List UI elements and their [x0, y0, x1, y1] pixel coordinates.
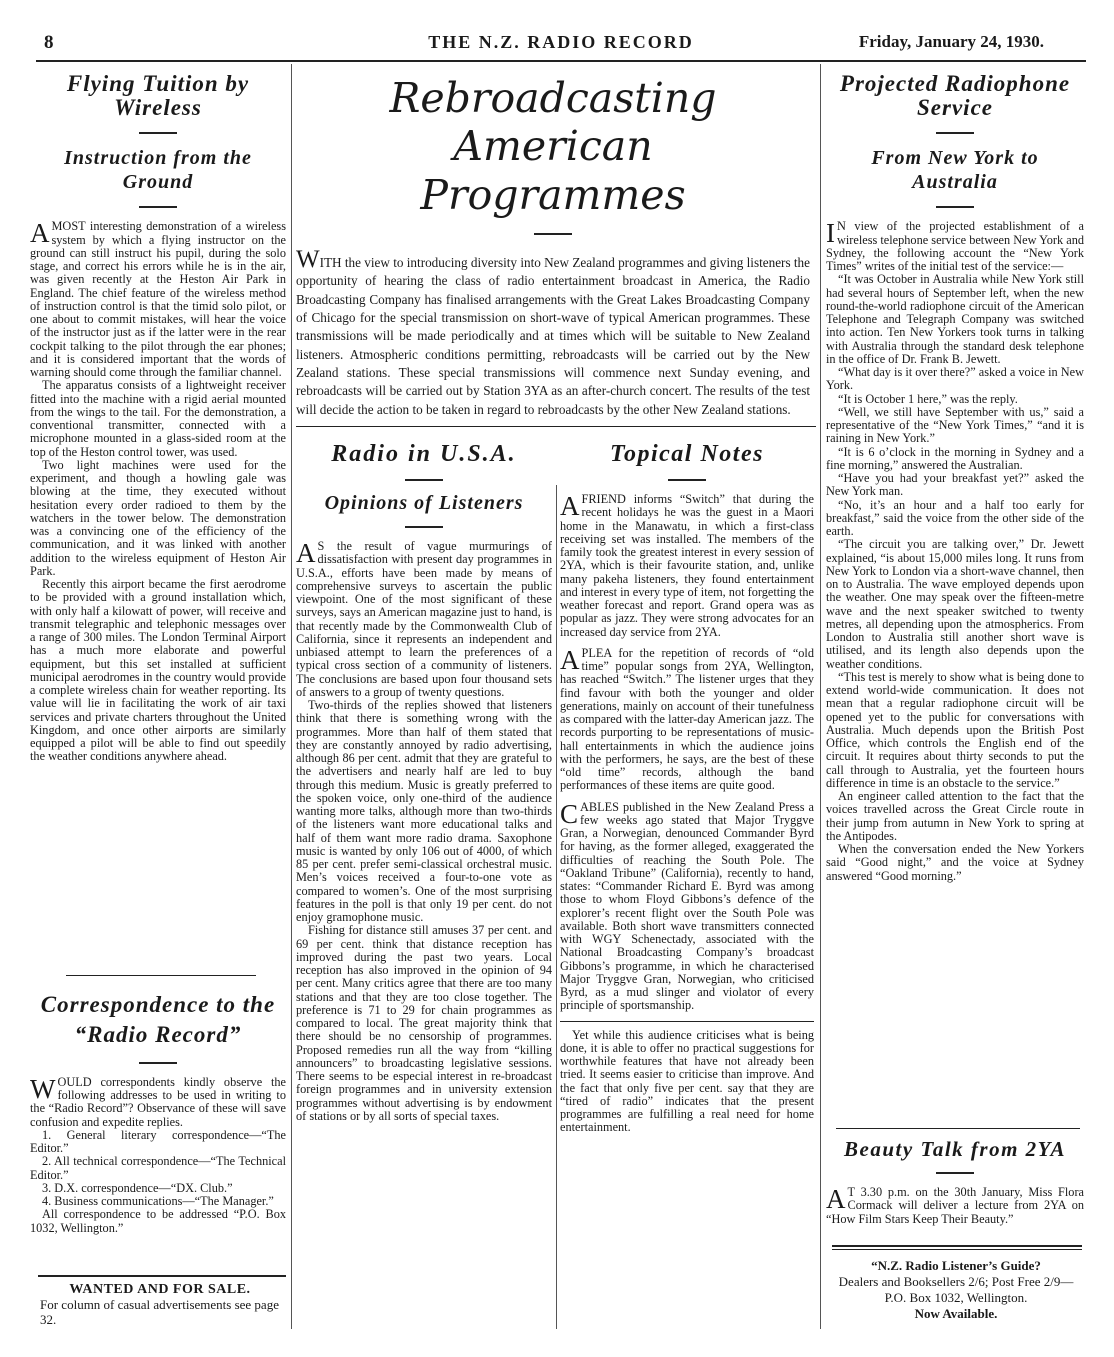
paragraph: Two light machines were used for the experiment, and though a howling gale was blowing at the time, they executed without hesitation every order radioed to them by the watchers in the tower below. The demonstration was a convincing one of the efficiency of the communication, and it was linked with another addition to the wireless equipment of Heston Air Park. [30, 457, 286, 578]
paragraph: WITH the view to introducing diversity into New Zealand programmes and giving listeners the opportunity of hearing the class of radio entertainment broadcast in America, the Radio Broadcasting Company has finalised arrangements with the Great Lakes Broadcasting Company of Chicago for the special transmission on short-wave of typical American programmes. These transmissions will be made periodically and at times which will be suitable to New Zealand listeners. Atmospheric conditions permitting, rebroadcasts will be carried out by the New Zealand stations. These special transmissions will commence next Sunday evening, and rebroadcasts will be carried out by Station 3YA as an after-church concert. The results of the test will decide the action to be taken in regard to rebroadcasts by the other New Zealand stations. [296, 246, 810, 417]
headline: Radio in U.S.A. [331, 441, 517, 467]
paragraph: “No, it’s an hour and a half too early for breakfast,” said the voice from the other side of the earth. [826, 497, 1084, 539]
column-divider [820, 64, 821, 1329]
paragraph: “This test is merely to show what is being done to extend world-wide communication. It does not mean that a regular radiophone circuit will be opened yet to the public for conversations with Australia. Much depends upon the British Post Office, which controls the English end of the circuit. It requires about thirty seconds to put the call through to Australia, yet the fourteen hours difference in time is an obstacle to the service.” [826, 669, 1084, 790]
separator [139, 132, 177, 134]
paragraph: 2. All technical correspondence—“The Technical Editor.” [30, 1154, 286, 1182]
article-topical-notes [560, 442, 814, 1135]
subheadline: Instruction from the Ground [64, 147, 252, 194]
headline: Topical Notes [610, 441, 764, 467]
paragraph: 3. D.X. correspondence—“DX. Club.” [42, 1180, 233, 1195]
article-body [296, 246, 810, 419]
wanted-notice [40, 1282, 280, 1327]
notice-title: “N.Z. Radio Listener’s Guide? [871, 1258, 1041, 1273]
separator [534, 233, 572, 235]
article-beauty-talk [826, 1138, 1084, 1226]
paragraph: WOULD correspondents kindly observe the following addresses to be used in writing to the “Radio Record”? Observance of these will save confusion and expedite replies. [30, 1073, 286, 1129]
paragraph: Yet while this audience criticises what is being done, it is able to offer no practical suggestions for worthwhile features that have not already been tried. It seems easier to criticise than improve. And the fact that only five per cent. say that they are “tired of radio” indicates that the present programmes are fulfilling a real need for home entertainment. [560, 1027, 814, 1135]
separator [139, 206, 177, 208]
notice-text: Dealers and Booksellers 2/6; Post Free 2/9—P.O. Box 1032, Wellington. [838, 1274, 1074, 1305]
paragraph: When the conversation ended the New Yorkers said “Good night,” and the voice at Sydney answered “Good morning.” [826, 842, 1084, 883]
headline: Beauty Talk from 2YA [844, 1137, 1066, 1161]
issue-date: Friday, January 24, 1930. [858, 32, 1044, 51]
subheadline: From New York to Australia [871, 147, 1039, 194]
column-rule [836, 1128, 1080, 1129]
paragraph: AT 3.30 p.m. on the 30th January, Miss Flora Cormack will deliver a lecture from 2YA on “How Film Stars Keep Their Beauty.” [826, 1184, 1084, 1226]
headline: Rebroadcasting American Programmes [389, 74, 717, 219]
paragraph: “It was October in Australia while New York still had several hours of September left, when the new round-the-world radiophone circuit of the American Telephone and Telegraph Company was switched into action. Ten New Yorkers took turns in talking with Australia through the standard desk telephone in the office of Dr. Frank B. Jewett. [826, 272, 1084, 366]
article-flying-tuition [30, 72, 286, 764]
listeners-guide-notice [828, 1258, 1084, 1322]
article-radio-usa [296, 442, 552, 1123]
paragraph: The apparatus consists of a lightweight receiver fitted into the machine with a rigid aerial mounted from the wings to the tail. For the demonstration, a conventional transmitter, connected with a microphone mounted in a glass-sided room at the top of the Heston control tower, was used. [30, 378, 286, 459]
headline: Correspondence to the “Radio Record” [40, 992, 276, 1047]
paragraph: 1. General literary correspondence—“The Editor.” [30, 1127, 286, 1156]
paragraph: All correspondence to be addressed “P.O. Box 1032, Wellington.” [30, 1207, 286, 1235]
paragraph: AS the result of vague murmurings of dissatisfaction with present day programmes in U.S.A., efforts have been made by means of comprehensive surveys to ascertain the public viewpoint. One of the most significant of these surveys, says an American magazine just to hand, is that recently made by the Commonwealth Club of California, since it represents an independent and unbiased attempt to learn the preferences of a typical cross section of a community of listeners. The conclusions are based upon four thousand sets of answers to a group of twenty questions. [296, 538, 552, 699]
paragraph: Fishing for distance still amuses 37 per cent. and 69 per cent. think that distance reception has improved during the past two years. Local reception has also improved in the opinion of 94 per cent. Many critics agree that there are too many stations and that they are too close together. The preference is 71 to 29 for chain programmes as compared to local. The great majority think that there should be no censorship of programmes. Proposed remedies run all the way from “killing announcers” to broadcasting legislative sessions. There seems to be especial interest in re-broadcast foreign programmes and in university extension programmes without advertising is by endowment of stations or by all sorts of special taxes. [296, 923, 552, 1123]
article-body [30, 1073, 286, 1235]
paragraph: Recently this airport became the first aerodrome to be provided with a ground installation which, with only half a kilowatt of power, will receive and transmit telegraphic and telephonic messages over a range of 300 miles. The London Terminal Airport has a much more elaborate and powerful equipment, but this set installed at sufficient municipal aerodromes in the country would provide a complete wireless chain for weather reporting. Its value will lie in facilitating the work of air taxi services and private charters throughout the United Kingdom, and once other airports are similarly equipped a pilot will be able to find out speedily the weather conditions anywhere ahead. [30, 577, 286, 764]
paragraph: AMOST interesting demonstration of a wireless system by which a flying instructor on the ground can still instruct his pupil, during the solo stage, and correct his errors while he is in the air, was given recently at the Heston Air Park in England. The chief feature of the wireless method of instruction control is that the timid solo pilot, or one about to commit mistakes, will hear the voice of the instructor just as if the latter were in the rear cockpit talking to the pilot through the ear phones; and it is considered important that the words of warning should come through the familiar channel. [30, 218, 286, 380]
availability-note: Now Available. [914, 1306, 998, 1321]
column-divider [556, 485, 557, 1329]
article-projected-radiophone [826, 72, 1084, 883]
paragraph: AFRIEND informs “Switch” that during the recent holidays he was the guest in a Maori home in the Manawatu, in which a first-class receiving set was installed. The members of the family took the greatest interest in every session of 2YA, which is their favourite station, and, unlike many pakeha listeners, they found entertainment and interest in every type of item, not forgetting the weather forecast and report. Grand opera was as popular as jazz. They were strong advocates for an increased day service from 2YA. [560, 491, 814, 639]
separator [936, 132, 974, 134]
article-body [560, 493, 814, 1013]
masthead-rule [36, 60, 1086, 62]
separator [139, 1062, 177, 1064]
paragraph: An engineer called attention to the fact that the voices travelled across the Great Circle route in their jump from autumn in New York to spring at the Antipodes. [826, 789, 1084, 843]
paragraph: APLEA for the repetition of records of “old time” popular songs from 2YA, Wellington, has reached “Switch.” The listener urges that they find favour with both the younger and older generations, mainly on account of their tunefulness as compared with the latter-day American jazz. The records purporting to be representations of music-hall entertainments in which the audience joins with the performers, he says, are the best of these “old time” records, although the band performances of these items are quite good. [560, 644, 814, 793]
paragraph: “Well, we still have September with us,” said a representative of the “New York Times,” “and it is raining in New York.” [826, 404, 1084, 446]
section-rule [296, 426, 816, 427]
headline: Flying Tuition by Wireless [66, 71, 250, 121]
article-body [296, 540, 552, 1123]
headline: Projected Radiophone Service [839, 71, 1071, 121]
paragraph: Two-thirds of the replies showed that listeners think that there is something wrong with the programmes. More than half of them stated that they are constantly annoyed by radio advertising, although 86 per cent. admit that they are grateful to the advertisers and nearly half are led to buy through this medium. Music is greatly preferred to the spoken voice, only one-third of the audience wanting more talks, although more than two-thirds of the listeners want more educational talks and half of them want more radio drama. Saxophone music is wanted by only 106 out of 4000, of which 85 per cent. prefer semi-classical orchestral music. Men’s voices received a four-to-one vote as compared to women’s. One of the most surprising features in the poll is that only 19 per cent. do not enjoy gramophone music. [296, 698, 552, 925]
page-number: 8 [44, 32, 54, 53]
notice-title: WANTED AND FOR SALE. [69, 1282, 251, 1297]
paragraph: “Have you had your breakfast yet?” asked the New York man. [826, 471, 1084, 499]
notice-text: For column of casual advertisements see page 32. [40, 1297, 279, 1327]
article-body [826, 220, 1084, 883]
column-rule [38, 1275, 286, 1277]
separator [936, 206, 974, 208]
paragraph: 4. Business communications—“The Manager.” [42, 1194, 274, 1209]
article-body [30, 220, 286, 763]
paragraph: CABLES published in the New Zealand Press a few weeks ago stated that Major Tryggve Gran, a Norwegian, denounced Commander Byrd for having, as the former alleged, exaggerated the difficulties of reaching the South Pole. The “Oakland Tribune” (California), recently to hand, states: “Commander Richard E. Byrd was among those to whom Floyd Gibbons’s defence of the explorer’s recent flight over the South Pole was available. Both short wave transmitters connected with WGY Schenectady, associated with the National Broadcasting Company’s broadcast Gibbons’s programme, in which he characterised Major Tryggve Gran, Norwegian, who criticised Byrd, as a mud slinger and violator of every principle of sportsmanship. [560, 798, 814, 1013]
paragraph: “It is October 1 here,” was the reply. [838, 391, 1018, 406]
paragraph: IN view of the projected establishment of a wireless telephone service between New York and Sydney, the following account the “New York Times” writes of the initial test of the service:— [826, 218, 1084, 274]
article-rebroadcasting [296, 74, 810, 419]
paragraph: “What day is it over there?” asked a voice in New York. [826, 365, 1084, 393]
separator [936, 1172, 974, 1174]
separator [405, 479, 443, 481]
article-body [826, 1186, 1084, 1226]
column-rule [66, 975, 256, 976]
article-correspondence [30, 990, 286, 1235]
masthead-title: THE N.Z. RADIO RECORD [428, 32, 694, 52]
column-rule [560, 1021, 814, 1022]
subheadline: Opinions of Listeners [324, 492, 524, 515]
column-rule [832, 1245, 1082, 1247]
paragraph: “It is 6 o’clock in the morning in Sydney and a fine morning,” answered the Australian. [826, 444, 1084, 472]
column-rule [832, 1249, 1082, 1250]
separator [405, 526, 443, 528]
separator [668, 479, 706, 481]
column-divider [291, 64, 292, 1329]
article-body-continued [560, 1029, 814, 1135]
masthead [38, 32, 1084, 56]
paragraph: “The circuit you are talking over,” Dr. Jewett explained, “is about 15,000 miles long. It runs from New York to London via a short-wave channel, then on to Australia. The wave employed depends upon the weather. One may speak over the fifteen-metre wave and the next speaker switched to twenty metres, all depending upon the atmospherics. From London to Australia still another short wave is utilised, and its length also depends upon the weather conditions. [826, 537, 1084, 671]
